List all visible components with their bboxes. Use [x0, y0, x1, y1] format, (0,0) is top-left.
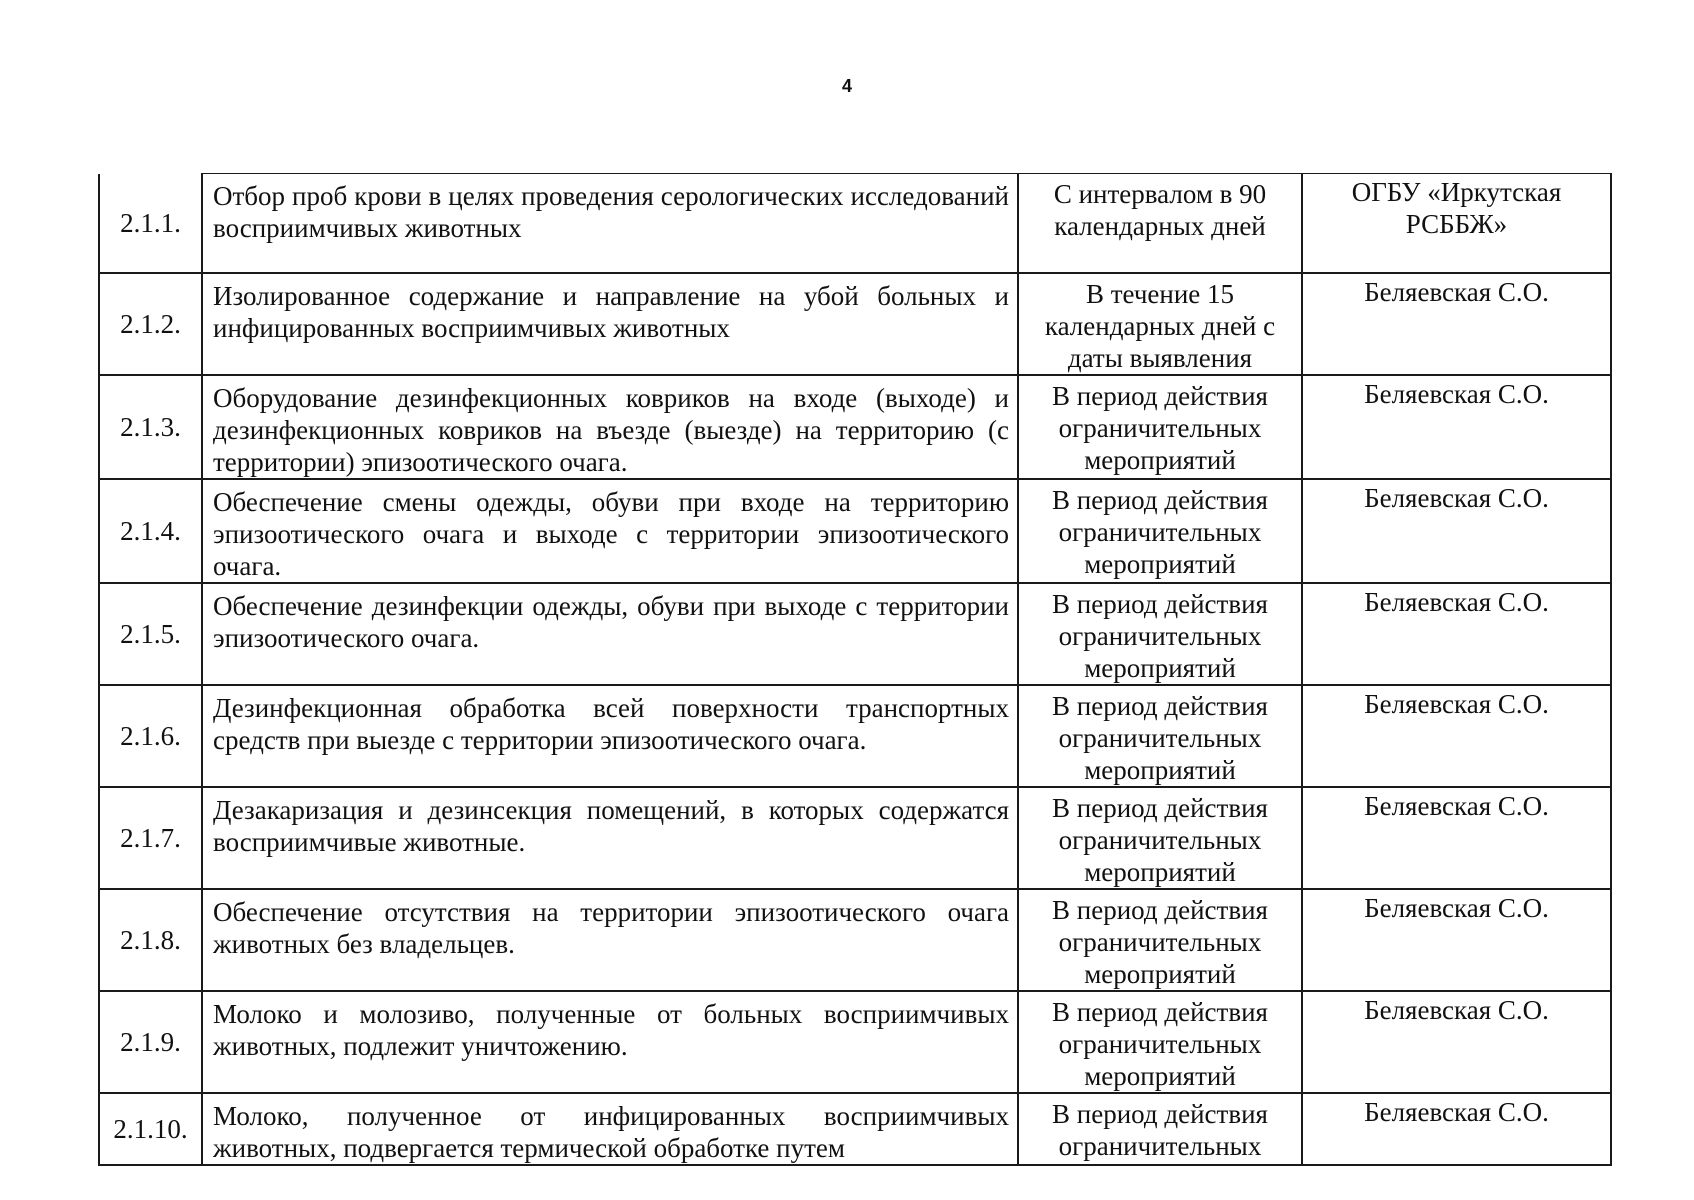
row-number: 2.1.9.	[99, 991, 202, 1093]
row-responsible: ОГБУ «Иркутская РСББЖ»	[1302, 174, 1611, 273]
row-term: В период действия ограничительных мероприятий	[1018, 479, 1302, 583]
table-row	[99, 685, 1611, 787]
row-term: В период действия ограничительных мероприятий	[1018, 991, 1302, 1093]
table-row	[99, 787, 1611, 889]
row-responsible: Беляевская С.О.	[1302, 991, 1611, 1093]
row-number: 2.1.5.	[99, 583, 202, 685]
row-responsible: Беляевская С.О.	[1302, 479, 1611, 583]
row-description: Оборудование дезинфекционных ковриков на входе (выходе) и дезинфекционных ковриков на въезде (выезде) на территорию (с территории) эпизоотического очага.	[202, 375, 1018, 479]
row-responsible: Беляевская С.О.	[1302, 1093, 1611, 1165]
table-row	[99, 1093, 1611, 1165]
row-term: В период действия ограничительных мероприятий	[1018, 375, 1302, 479]
row-term: В период действия ограничительных мероприятий	[1018, 685, 1302, 787]
row-description: Отбор проб крови в целях проведения серологических исследований восприимчивых животных	[202, 174, 1018, 273]
row-responsible: Беляевская С.О.	[1302, 787, 1611, 889]
row-description: Молоко, полученное от инфицированных восприимчивых животных, подвергается термической обработке путем	[202, 1093, 1018, 1165]
table-row	[99, 479, 1611, 583]
table-row	[99, 174, 1611, 273]
row-term: В период действия ограничительных мероприятий	[1018, 787, 1302, 889]
row-term: С интервалом в 90 календарных дней	[1018, 174, 1302, 273]
row-number: 2.1.3.	[99, 375, 202, 479]
page-number: 4	[841, 76, 852, 96]
row-description: Изолированное содержание и направление на убой больных и инфицированных восприимчивых животных	[202, 273, 1018, 375]
table-row	[99, 991, 1611, 1093]
row-term: В период действия ограничительных мероприятий	[1018, 889, 1302, 991]
row-description: Молоко и молозиво, полученные от больных восприимчивых животных, подлежит уничтожению.	[202, 991, 1018, 1093]
row-description: Дезинфекционная обработка всей поверхности транспортных средств при выезде с территории эпизоотического очага.	[202, 685, 1018, 787]
row-responsible: Беляевская С.О.	[1302, 583, 1611, 685]
row-number: 2.1.1.	[99, 174, 202, 273]
row-term: В период действия ограничительных мероприятий	[1018, 583, 1302, 685]
table-row	[99, 889, 1611, 991]
measures-table	[98, 173, 1612, 1166]
row-number: 2.1.4.	[99, 479, 202, 583]
row-number: 2.1.8.	[99, 889, 202, 991]
row-responsible: Беляевская С.О.	[1302, 685, 1611, 787]
row-term: В течение 15 календарных дней с даты выявления	[1018, 273, 1302, 375]
row-responsible: Беляевская С.О.	[1302, 273, 1611, 375]
row-description: Обеспечение смены одежды, обуви при входе на территорию эпизоотического очага и выходе с территории эпизоотического очага.	[202, 479, 1018, 583]
row-responsible: Беляевская С.О.	[1302, 889, 1611, 991]
row-description: Обеспечение отсутствия на территории эпизоотического очага животных без владельцев.	[202, 889, 1018, 991]
table-row	[99, 273, 1611, 375]
table-row	[99, 375, 1611, 479]
row-responsible: Беляевская С.О.	[1302, 375, 1611, 479]
row-number: 2.1.7.	[99, 787, 202, 889]
row-number: 2.1.2.	[99, 273, 202, 375]
table-row	[99, 583, 1611, 685]
row-description: Обеспечение дезинфекции одежды, обуви при выходе с территории эпизоотического очага.	[202, 583, 1018, 685]
row-term: В период действия ограничительных	[1018, 1093, 1302, 1165]
row-number: 2.1.10.	[99, 1093, 202, 1165]
row-number: 2.1.6.	[99, 685, 202, 787]
row-description: Дезакаризация и дезинсекция помещений, в которых содержатся восприимчивые животные.	[202, 787, 1018, 889]
